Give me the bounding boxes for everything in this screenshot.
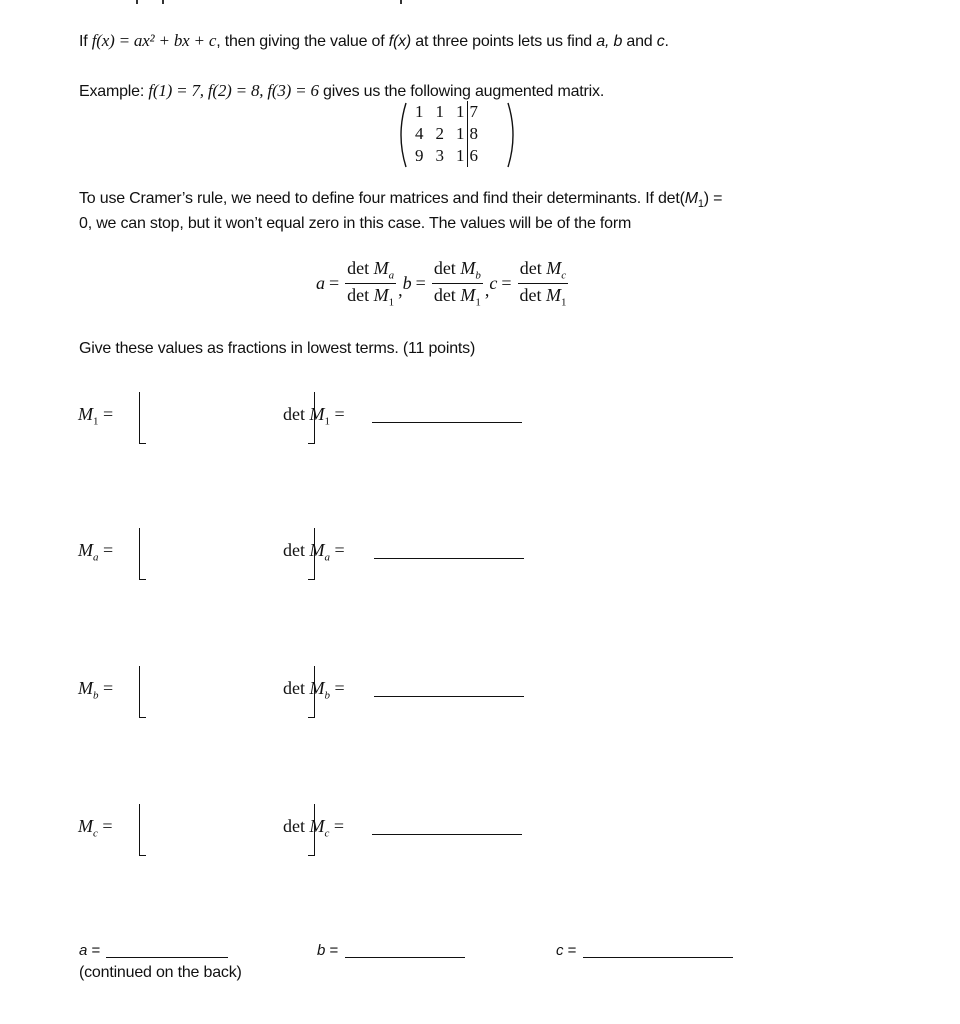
matrix-cell: 1 <box>456 102 465 121</box>
matrix-cell: 1 <box>456 146 465 165</box>
cramer-line-2 <box>79 215 631 233</box>
augmented-matrix-table <box>409 101 480 167</box>
fraction-c <box>517 258 568 308</box>
intro-text-2: at three points lets us find <box>411 33 597 50</box>
equals-sign: = <box>415 272 426 293</box>
answer-a-blank[interactable] <box>106 957 228 958</box>
example-text: gives us the following augmented matrix. <box>318 83 605 100</box>
answer-c-blank[interactable] <box>583 957 733 958</box>
matrix-row-m1 <box>78 392 538 448</box>
numerator: $\det M_b$ <box>433 258 481 282</box>
det-ma-answer-blank[interactable] <box>374 558 524 559</box>
matrix-row-mb <box>78 666 538 722</box>
formula-var-a: a <box>316 272 325 293</box>
matrix-label: $M_1$ = <box>78 404 114 428</box>
matrix-cell: 4 <box>415 124 424 143</box>
cramer-text: To use Cramer’s rule, we need to define four matrices and find their determinants. If det( <box>79 190 685 207</box>
answer-a-label: a = <box>79 942 101 959</box>
det-label: $\det M_c$ = <box>283 816 345 840</box>
denominator: $\det M_1$ <box>347 284 395 309</box>
matrix-cell: 3 <box>435 146 444 165</box>
matrix-cell: 9 <box>415 146 424 165</box>
det-label: $\det M_1$ = <box>283 404 345 428</box>
intro-and: and <box>622 33 657 50</box>
answer-b-blank[interactable] <box>345 957 465 958</box>
matrix-row-ma <box>78 528 538 584</box>
formula-var-b: b <box>402 272 412 293</box>
fraction-a <box>345 258 396 308</box>
vars-ab: a, b <box>596 33 623 50</box>
matrix-rhs-cell: 8 <box>467 123 480 145</box>
answer-c-label: c = <box>556 942 577 959</box>
left-bracket-icon <box>139 804 148 856</box>
instructions <box>79 340 475 358</box>
fraction-b <box>432 258 483 308</box>
intro-prefix: If <box>79 33 92 50</box>
matrix-rhs-cell: 7 <box>467 101 480 123</box>
det-label: $\det M_b$ = <box>283 678 345 702</box>
matrix-label: $M_b$ = <box>78 678 114 702</box>
matrix-label: $M_a$ = <box>78 540 114 564</box>
example-line <box>79 81 604 101</box>
denominator: $\det M_1$ <box>519 284 567 309</box>
fx-ref: f(x) <box>388 33 412 50</box>
example-conditions: f(1) = 7, f(2) = 8, f(3) = 6 <box>148 81 319 100</box>
example-label: Example: <box>79 83 149 100</box>
numerator: $\det M_c$ <box>519 258 567 282</box>
left-bracket-icon <box>139 528 148 580</box>
right-paren-icon <box>505 101 519 169</box>
cramer-formula <box>316 258 570 308</box>
cramer-end: ) = <box>703 190 723 207</box>
matrix-row <box>409 145 480 167</box>
equals-sign: = <box>501 272 512 293</box>
matrix-rhs-cell: 6 <box>467 145 480 167</box>
matrix-cell: 2 <box>435 124 444 143</box>
quadratic-function: f(x) = ax² + bx + c <box>91 31 217 50</box>
matrix-cell: 1 <box>435 102 444 121</box>
cramer-line-1 <box>79 190 722 210</box>
numerator: $\det M_a$ <box>347 258 395 282</box>
intro-text: , then giving the value of <box>216 33 389 50</box>
det-m1-answer-blank[interactable] <box>372 422 522 423</box>
comma: , <box>484 279 490 300</box>
matrix-row-mc <box>78 804 538 860</box>
equals-sign: = <box>329 272 340 293</box>
cramer-text-2: 0, we can stop, but it won’t equal zero in this case. The values will be of the form <box>79 215 632 232</box>
denominator: $\det M_1$ <box>433 284 481 309</box>
intro-end: . <box>664 33 669 50</box>
augmented-matrix <box>395 101 525 173</box>
matrix-row <box>409 123 480 145</box>
cramer-sub: 1 <box>697 198 704 211</box>
left-paren-icon <box>395 101 409 169</box>
left-bracket-icon <box>139 666 148 718</box>
det-label: $\det M_a$ = <box>283 540 345 564</box>
matrix-cell: 1 <box>456 124 465 143</box>
matrix-row <box>409 101 480 123</box>
left-bracket-icon <box>139 392 148 444</box>
formula-var-c: c <box>489 272 498 293</box>
det-mb-answer-blank[interactable] <box>374 696 524 697</box>
matrix-cell: 1 <box>415 102 424 121</box>
var-c: c <box>656 33 665 50</box>
intro-line <box>79 31 669 51</box>
continued-note: (continued on the back) <box>79 964 242 981</box>
answer-b-label: b = <box>317 942 339 959</box>
det-mc-answer-blank[interactable] <box>372 834 522 835</box>
comma: , <box>398 279 403 300</box>
matrix-label: $M_c$ = <box>78 816 113 840</box>
cramer-M: M <box>684 190 698 207</box>
instructions-text: Give these values as fractions in lowest terms. (11 points) <box>79 340 476 357</box>
